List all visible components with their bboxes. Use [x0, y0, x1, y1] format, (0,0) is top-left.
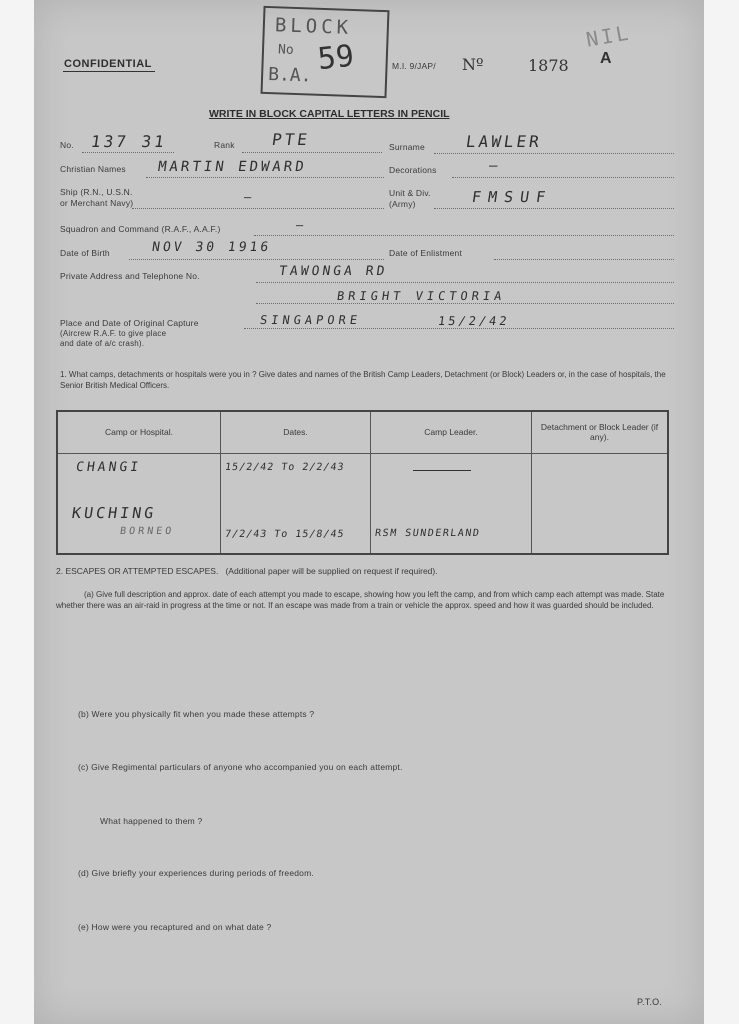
dob-label: Date of Birth [60, 248, 110, 258]
number-label: Nº [462, 55, 484, 74]
block-stamp [261, 6, 390, 98]
dates-row1: 15/2/42 To 2/2/43 [224, 461, 346, 473]
detachment-cell [532, 453, 669, 554]
nil-annotation: NIL [584, 20, 633, 52]
series-letter: A [600, 50, 612, 67]
table-body [57, 453, 668, 554]
leader-row2: RSM SUNDERLAND [374, 527, 482, 539]
pencil-instruction: WRITE IN BLOCK CAPITAL LETTERS IN PENCIL [209, 108, 450, 120]
capture-label-2: (Aircrew R.A.F. to give place [60, 329, 167, 338]
camp-row1: CHANGI [74, 459, 143, 475]
rank-label: Rank [214, 140, 235, 150]
section-2-title: 2. ESCAPES OR ATTEMPTED ESCAPES. [56, 566, 219, 576]
dob-value: NOV 30 1916 [150, 240, 273, 255]
rank-value: PTE [270, 130, 312, 149]
leader-row1-dash [413, 470, 471, 471]
christian-names-value: MARTIN EDWARD [156, 159, 308, 175]
form-reference: M.I. 9/JAP/ [392, 61, 436, 71]
col-header-camp: Camp or Hospital. [57, 411, 221, 453]
enlistment-label: Date of Enlistment [389, 248, 463, 258]
unit-label-2: (Army) [389, 199, 416, 209]
decorations-label: Decorations [389, 165, 437, 175]
squadron-label: Squadron and Command (R.A.F., A.A.F.) [60, 224, 221, 234]
confidential-underline [63, 71, 155, 72]
decorations-value: — [487, 158, 502, 174]
unit-value: FMSUF [470, 188, 554, 206]
capture-label-1: Place and Date of Original Capture [60, 318, 199, 328]
section-2a: (a) Give full description and approx. date of each attempt you made to escape, showing how you left the camp, and from which camp each attempt was made. State whether there was an air-raid in progress at the time or not. If an escape was made from a train or vehicle the approx. speed and how it was guarded should be included. [56, 590, 665, 610]
no-value: 137 31 [89, 132, 169, 151]
dates-cell [221, 453, 371, 554]
camp-row2-sub: BORNEO [119, 525, 175, 537]
camps-table [56, 410, 669, 555]
no-label: No. [60, 140, 74, 150]
section-2b: (b) Were you physically fit when you made these attempts ? [78, 709, 315, 719]
section-2d: (d) Give briefly your experiences during periods of freedom. [78, 868, 314, 878]
unit-label-1: Unit & Div. [389, 188, 431, 198]
stamp-handwritten-number: 59 [316, 38, 356, 78]
col-header-detachment: Detachment or Block Leader (if any). [532, 411, 669, 453]
stamp-line1: BLOCK [274, 14, 353, 39]
section-2c-followup: What happened to them ? [100, 816, 203, 826]
form-sheet [34, 0, 704, 1024]
leader-cell [371, 453, 532, 554]
section-2e: (e) How were you recaptured and on what date ? [78, 922, 272, 932]
squadron-value: — [295, 218, 308, 232]
section-2-note: (Additional paper will be supplied on request if required). [225, 566, 438, 576]
surname-value: LAWLER [464, 132, 544, 151]
section-2-heading [56, 566, 438, 576]
capture-label-3: and date of a/c crash). [60, 339, 145, 348]
camp-row2: KUCHING [70, 503, 158, 522]
christian-names-label: Christian Names [60, 164, 126, 174]
col-header-dates: Dates. [221, 411, 371, 453]
capture-date: 15/2/42 [437, 314, 511, 328]
ship-label-2: or Merchant Navy) [60, 198, 134, 208]
col-header-camp-leader: Camp Leader. [371, 411, 532, 453]
surname-label: Surname [389, 142, 425, 152]
address-label: Private Address and Telephone No. [60, 271, 200, 281]
confidential-label: CONFIDENTIAL [64, 58, 152, 70]
capture-place: SINGAPORE [259, 313, 363, 327]
address-line1: TAWONGA RD [277, 264, 389, 279]
dates-row2: 7/2/43 To 15/8/45 [224, 528, 346, 540]
address-line2: BRIGHT VICTORIA [336, 289, 507, 303]
camp-cell [57, 453, 221, 554]
form-number: 1878 [528, 56, 569, 75]
section-2c: (c) Give Regimental particulars of anyone who accompanied you on each attempt. [78, 762, 403, 772]
pto-label: P.T.O. [637, 997, 663, 1007]
stamp-line3: B.A. [267, 64, 312, 87]
stamp-line2: No [277, 42, 294, 58]
question-1: 1. What camps, detachments or hospitals were you in ? Give dates and names of the British Camp Leaders, Detachment (or Block) Leaders or, in the case of hospitals, the Senior British Medical Officers. [60, 370, 666, 390]
ship-label-1: Ship (R.N., U.S.N. [60, 187, 133, 197]
ship-value: — [243, 190, 256, 204]
